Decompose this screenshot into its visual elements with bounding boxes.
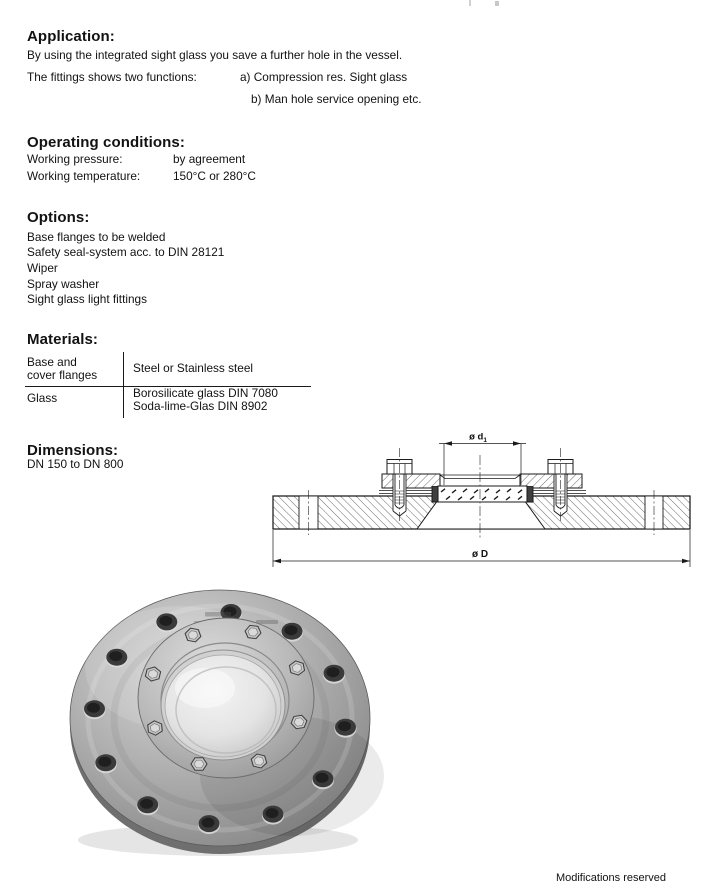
option-item: Spray washer (27, 277, 100, 291)
application-intro: By using the integrated sight glass you save a further hole in the vessel. (27, 48, 403, 62)
materials-row2-value-line2: Soda-lime-Glas DIN 8902 (133, 398, 268, 413)
bolt-hole (137, 796, 159, 815)
application-functions-label: The fittings shows two functions: (27, 70, 197, 84)
cross-section-drawing (272, 428, 702, 573)
dimensions-range: DN 150 to DN 800 (27, 457, 124, 471)
materials-row1-label (27, 356, 97, 382)
sight-glass (165, 655, 281, 757)
materials-row1-label-line2: cover flanges (27, 367, 98, 382)
working-pressure-label: Working pressure: (27, 152, 123, 166)
bolt-hole (335, 719, 357, 738)
gasket-left (432, 487, 438, 503)
bolt-hole (84, 700, 106, 719)
bolt-hole (312, 770, 334, 789)
bolt-hole (198, 815, 220, 834)
materials-row1-label-line1: Base and (27, 355, 77, 369)
dimension-d1 (439, 432, 526, 486)
option-item: Wiper (27, 261, 58, 275)
option-item: Sight glass light fittings (27, 292, 147, 306)
bolt-hole (323, 665, 345, 684)
operating-conditions-heading: Operating conditions: (27, 134, 185, 151)
option-item: Base flanges to be welded (27, 230, 166, 244)
materials-row2-value (133, 387, 278, 413)
materials-heading: Materials: (27, 331, 99, 348)
materials-row2-value-line1: Borosilicate glass DIN 7080 (133, 386, 278, 400)
glass-highlight (175, 668, 235, 708)
bolt-hole (95, 754, 117, 773)
gasket-right (527, 487, 533, 503)
scan-artifact (495, 1, 499, 6)
flange-photo (60, 588, 400, 868)
dim-d1-label: ø $d_1$ (469, 431, 487, 444)
working-temperature-label: Working temperature: (27, 169, 141, 183)
dim-D-label: ø D (471, 549, 489, 560)
modifications-note: Modifications reserved (555, 872, 666, 884)
option-item: Safety seal-system acc. to DIN 28121 (27, 245, 225, 259)
application-function-a: a) Compression res. Sight glass (240, 70, 408, 84)
sight-glass-section (432, 486, 533, 502)
options-heading: Options: (27, 209, 90, 226)
bolt-hole (262, 806, 284, 825)
bolt-hole (156, 613, 178, 632)
scan-artifact (469, 0, 471, 6)
application-function-b: b) Man hole service opening etc. (251, 92, 422, 106)
dimensions-heading: Dimensions: (27, 442, 119, 459)
working-pressure-value: by agreement (173, 152, 246, 166)
materials-row2-label: Glass (27, 391, 58, 405)
application-heading: Application: (27, 28, 115, 45)
materials-row1-value: Steel or Stainless steel (133, 361, 253, 375)
bolt-hole (106, 649, 128, 668)
working-temperature-value: 150°C or 280°C (173, 169, 256, 183)
clamp-bolt (191, 758, 207, 770)
dimension-D (273, 530, 690, 567)
materials-table-vertical-rule (123, 352, 124, 418)
